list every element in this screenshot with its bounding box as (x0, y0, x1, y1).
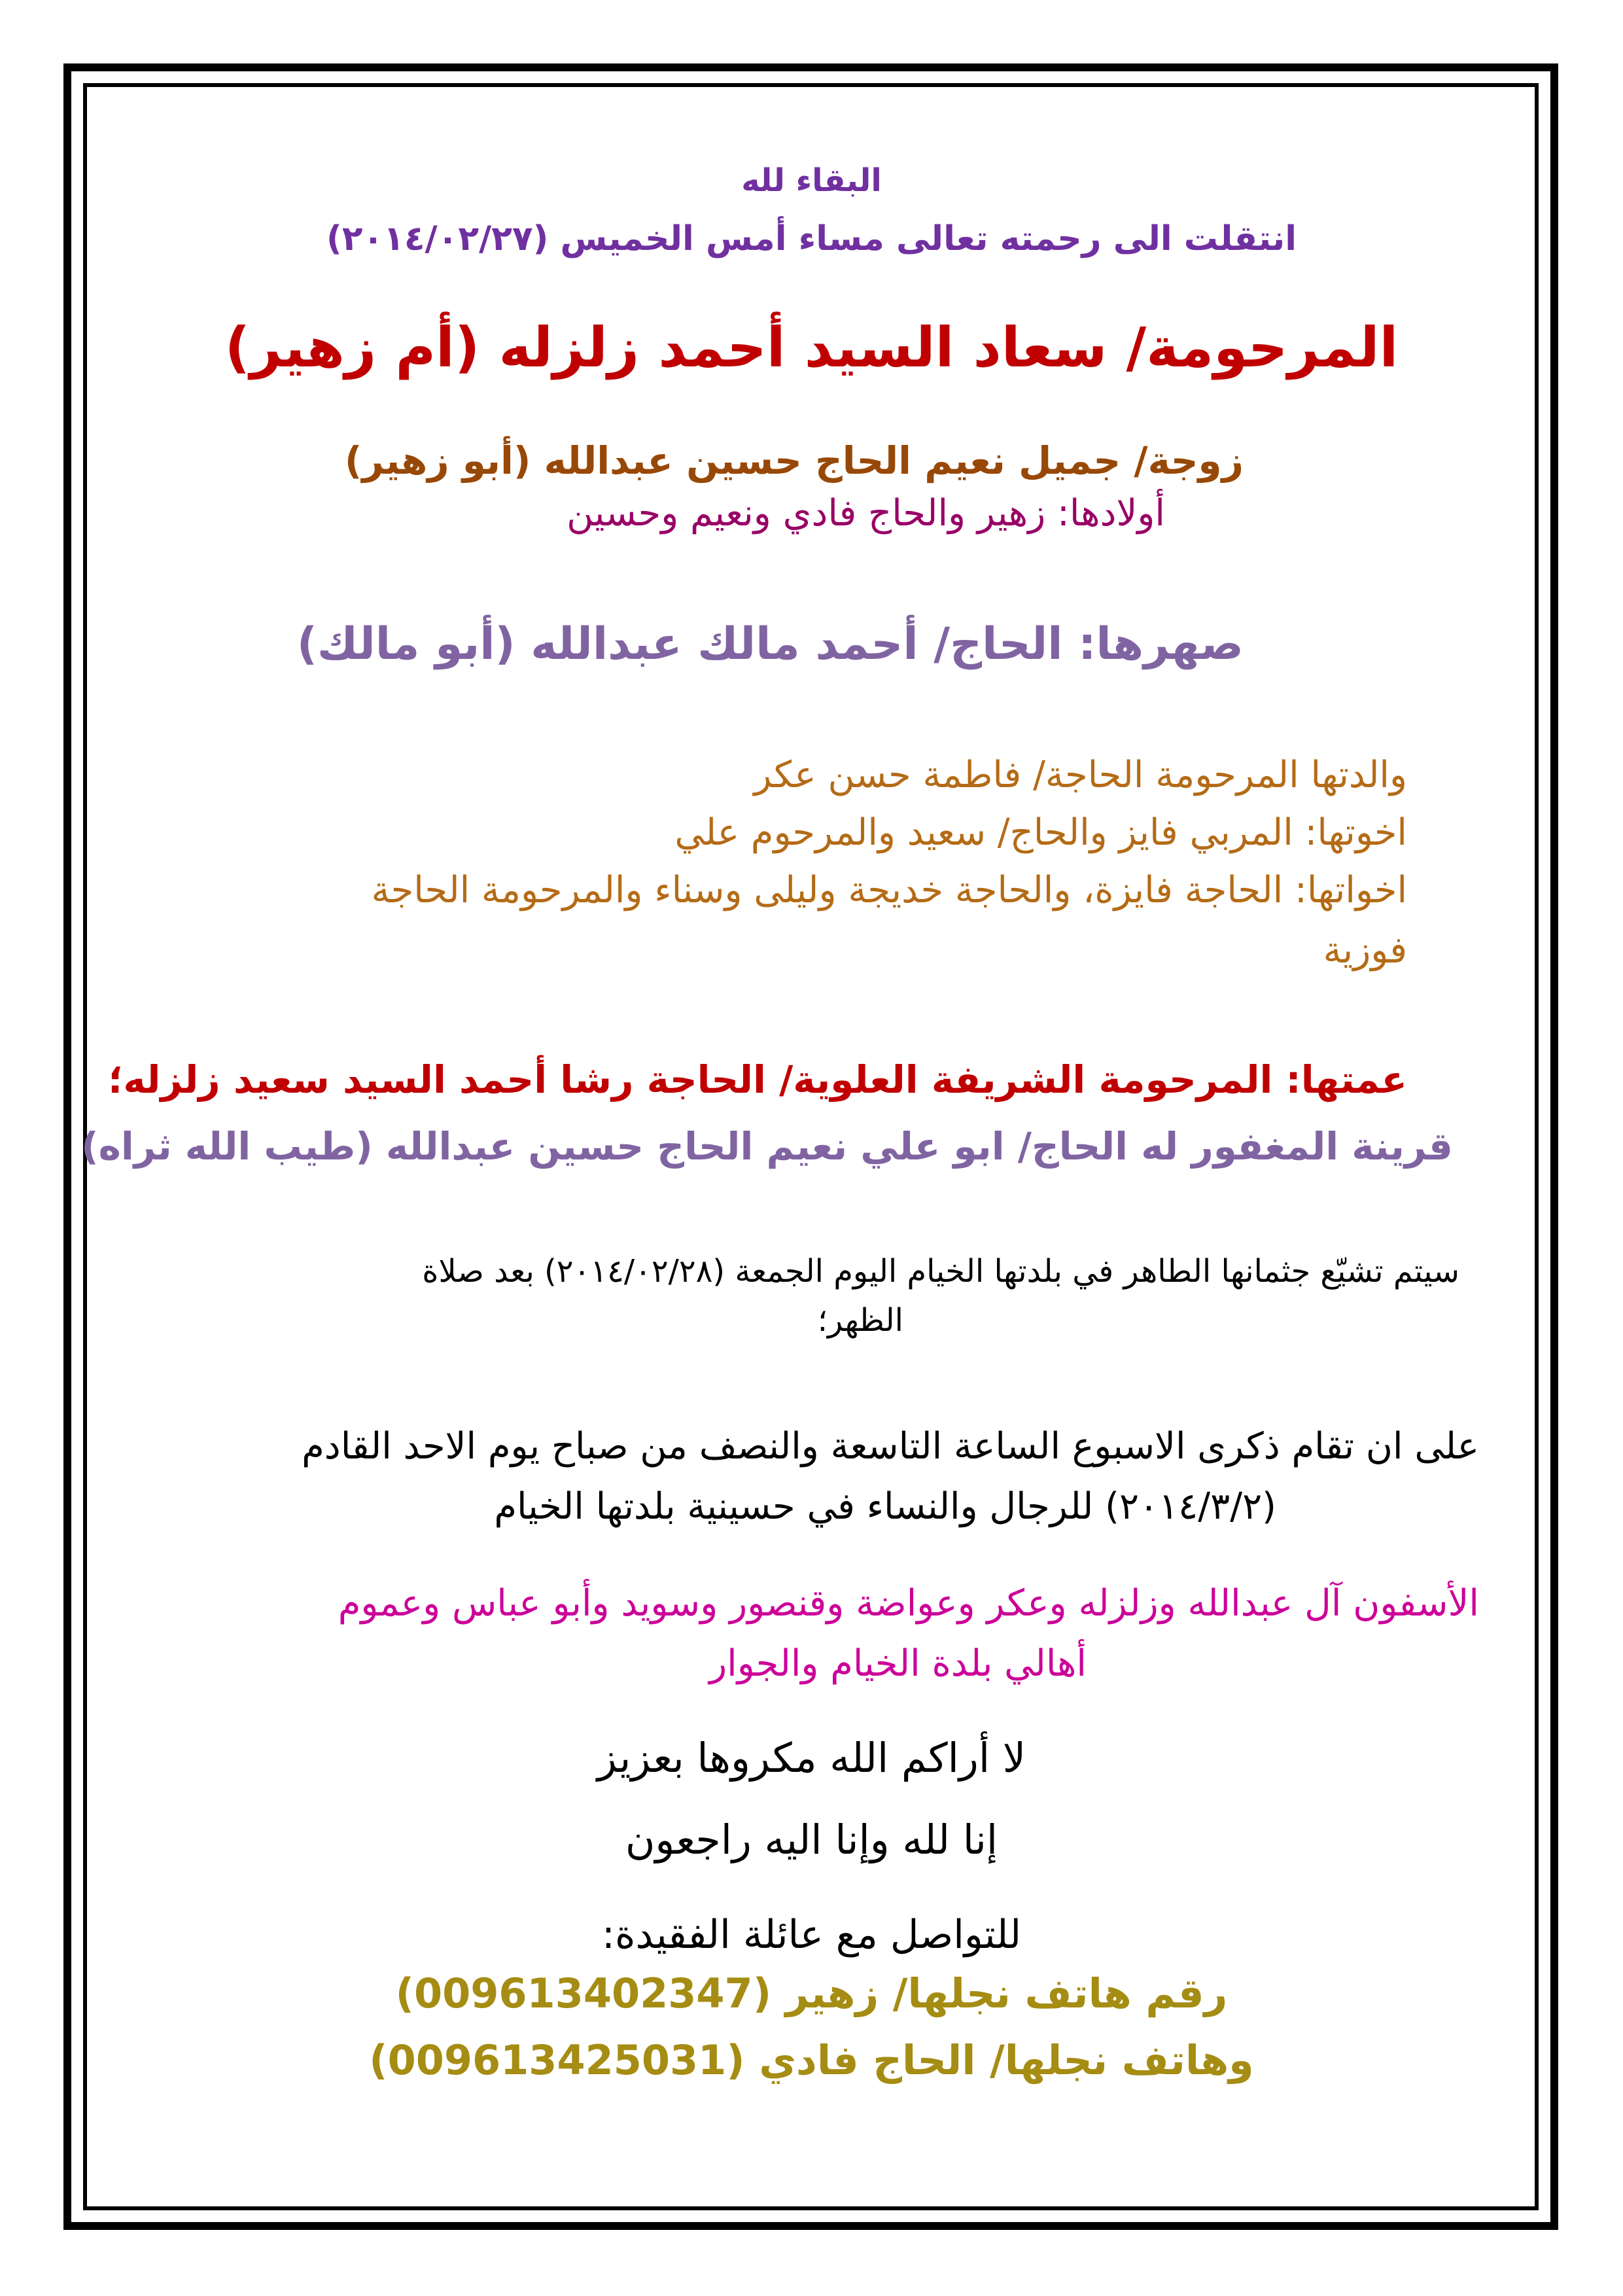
aunt-line-1: عمتها: المرحومة الشريفة العلوية/ الحاجة رشا أحمد السيد سعيد زلزله؛ (108, 1057, 1407, 1102)
memorial-line-1: على ان تقام ذكرى الاسبوع الساعة التاسعة والنصف من صباح يوم الاحد القادم (302, 1425, 1479, 1468)
quran-line: إنا لله وإنا اليه راجعون (625, 1816, 998, 1863)
contact-heading: للتواصل مع عائلة الفقيدة: (601, 1912, 1022, 1958)
condolence-line: لا أراكم الله مكروها بعزيز (597, 1734, 1026, 1782)
sisters-line-2: فوزية (1323, 929, 1407, 972)
contact-zuhair: رقم هاتف نجلها/ زهير (009613402347) (395, 1969, 1228, 2017)
husband-line: زوجة/ جميل نعيم الحاج حسين عبدالله (أبو زهير) (344, 438, 1244, 483)
mourners-line-2: أهالي بلدة الخيام والجوار (709, 1642, 1087, 1685)
brothers-line: اخوتها: المربي فايز والحاج/ سعيد والمرحوم علي (674, 811, 1407, 854)
mourners-line-1: الأسفون آل عبدالله وزلزله وعكر وعواضة وقنصور وسويد وأبو عباس وعموم (338, 1582, 1479, 1625)
aunt-line-2: قرينة المغفور له الحاج/ ابو علي نعيم الحاج حسين عبدالله (طيب الله ثراه) (81, 1124, 1453, 1169)
funeral-line-1: سيتم تشيّع جثمانها الطاهر في بلدتها الخيام اليوم الجمعة (٢٠١٤/٠٢/٢٨) بعد صلاة (422, 1253, 1459, 1290)
son-in-law-line: صهرها: الحاج/ أحمد مالك عبدالله (أبو مالك) (296, 618, 1244, 670)
memorial-line-2: (٢٠١٤/٣/٢) للرجال والنساء في حسينية بلدتها الخيام (494, 1485, 1276, 1528)
contact-fadi: وهاتف نجلها/ الحاج فادي (009613425031) (369, 2036, 1254, 2084)
children-line: أولادها: زهير والحاج فادي ونعيم وحسين (567, 492, 1165, 535)
baqa-heading: البقاء لله (741, 162, 882, 199)
sisters-line-1: اخواتها: الحاجة فايزة، والحاجة خديجة وليلى وسناء والمرحومة الحاجة (371, 869, 1407, 911)
deceased-name: المرحومة/ سعاد السيد أحمد زلزله (أم زهير) (224, 315, 1399, 380)
passed-announcement: انتقلت الى رحمته تعالى مساء أمس الخميس (٢٠١٤/٠٢/٢٧) (326, 219, 1297, 258)
mother-line: والدتها المرحومة الحاجة/ فاطمة حسن عكر (754, 754, 1407, 796)
funeral-line-2: الظهر؛ (817, 1302, 903, 1339)
